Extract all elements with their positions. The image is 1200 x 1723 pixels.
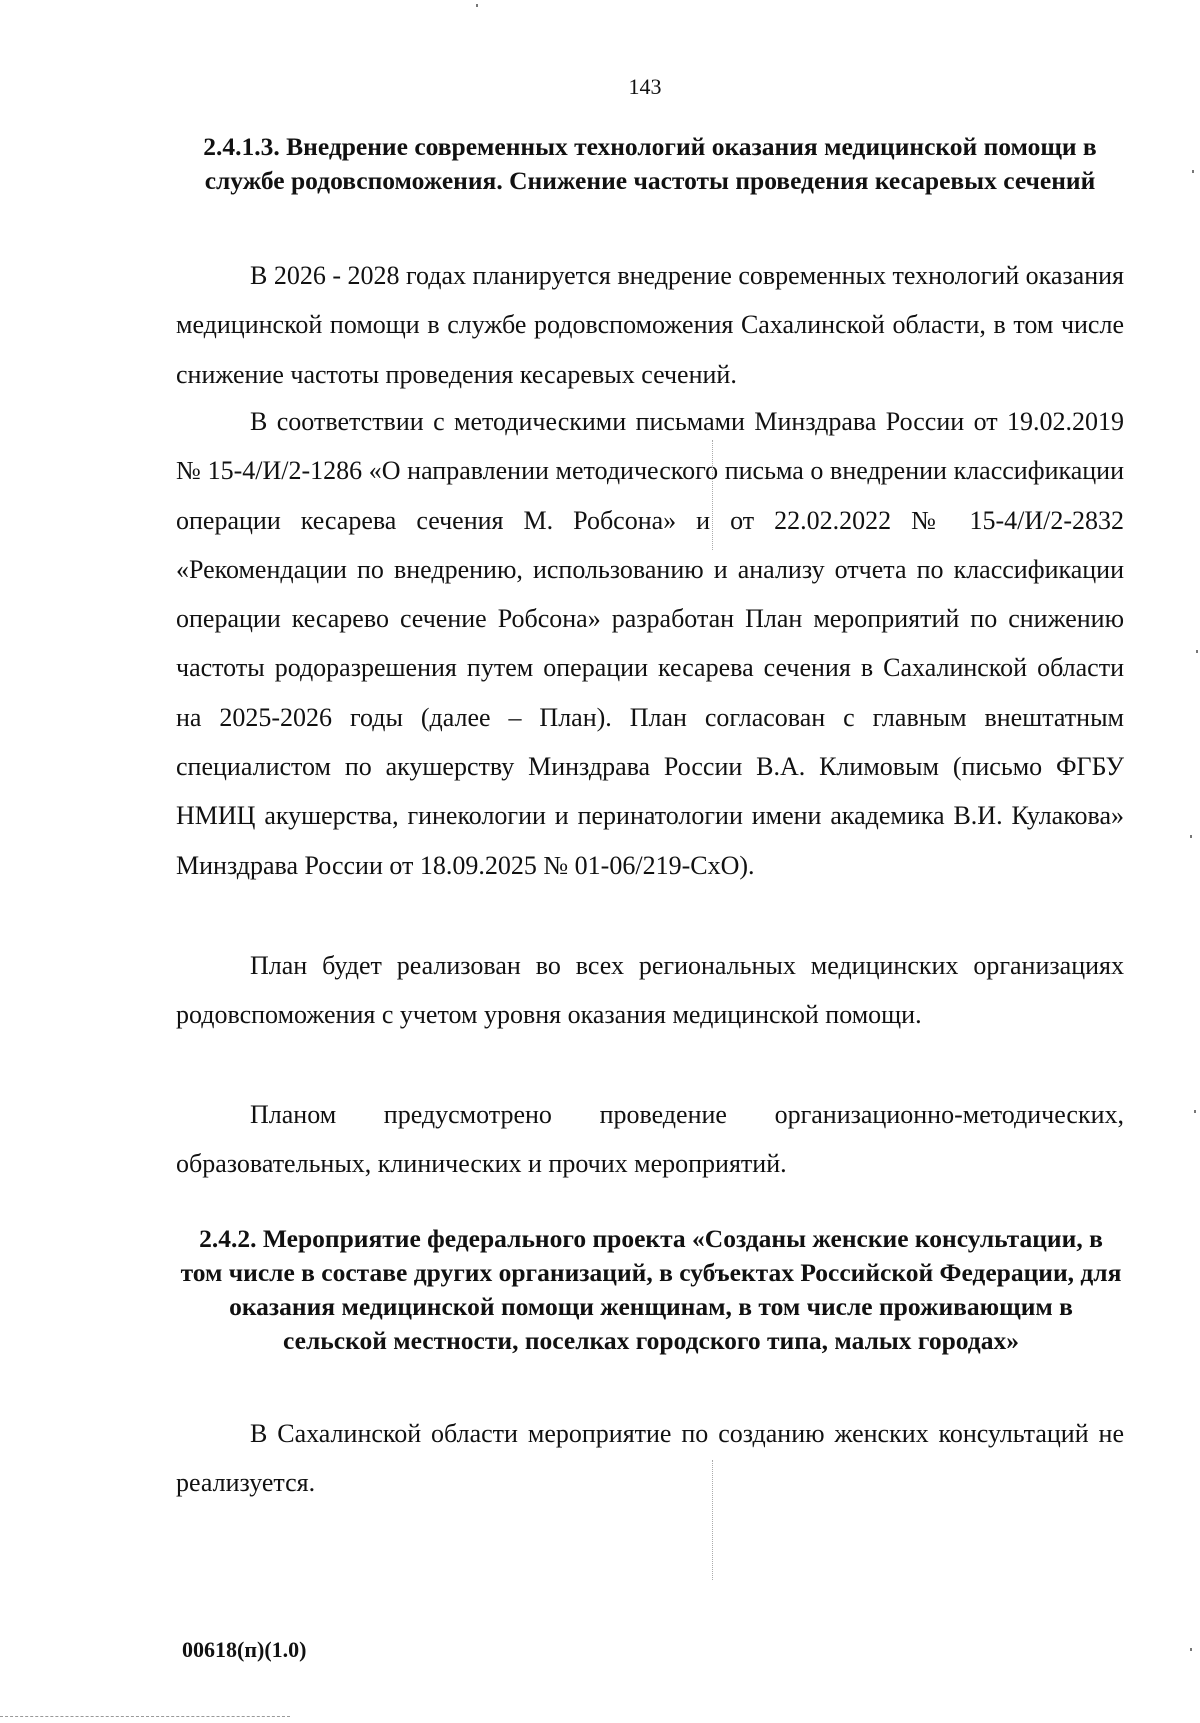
scan-edge-line (0, 1716, 290, 1717)
scan-speck (1194, 1110, 1196, 1113)
scan-speck (1190, 1648, 1192, 1651)
paragraph: В соответствии с методическими письмами Минздрава России от 19.02.2019 № 15-4/И/2-1286 «О направлении методического письма о внедрении классификации операции кесарева сечения М. Робсона» и от 22.02.2022 № 15-4/И/2-2832 «Рекомендации по внедрению, использованию и анализу отчета по классификации операции кесарево сечение Робсона» разработан План мероприятий по снижению частоты родоразрешения путем операции кесарева сечения в Сахалинской области на 2025-2026 годы (далее – План). План согласован с главным внештатным специалистом по акушерству Минздрава России В.А. Климовым (письмо ФГБУ НМИЦ акушерства, гинекологии и перинатологии имени академика В.И. Кулакова» Минздрава России от 18.09.2025 № 01-06/219-СхО). (176, 407, 1124, 880)
paragraph: В Сахалинской области мероприятие по созданию женских консультаций не реализуется. (176, 1419, 1124, 1498)
section-heading-2-4-1-3: 2.4.1.3. Внедрение современных технологий оказания медицинской помощи в службе родовспоможения. Снижение частоты проведения кесаревых сечений (203, 132, 1097, 195)
page-number: 143 (628, 74, 662, 99)
scan-fold-mark (712, 440, 713, 550)
scan-speck (476, 4, 478, 7)
paragraph: В 2026 - 2028 годах планируется внедрение современных технологий оказания медицинской помощи в службе родовспоможения Сахалинской области, в том числе снижение частоты проведения кесаревых сечений. (176, 261, 1124, 389)
scan-fold-mark (712, 1460, 713, 1580)
document-code: 00618(п)(1.0) (182, 1637, 307, 1662)
scan-speck (1192, 170, 1194, 173)
paragraph: Планом предусмотрено проведение организационно-методических, образовательных, клинических и прочих мероприятий. (176, 1100, 1124, 1179)
scan-speck (1190, 835, 1192, 838)
scan-speck (1196, 650, 1198, 653)
section-heading-2-4-2: 2.4.2. Мероприятие федерального проекта «Созданы женские консультации, в том числе в составе других организаций, в субъектах Российской Федерации, для оказания медицинской помощи женщинам, в том числе проживающим в сельской местности, поселках городского типа, малых городах» (180, 1224, 1122, 1355)
paragraph: План будет реализован во всех региональных медицинских организациях родовспоможения с учетом уровня оказания медицинской помощи. (176, 951, 1124, 1030)
